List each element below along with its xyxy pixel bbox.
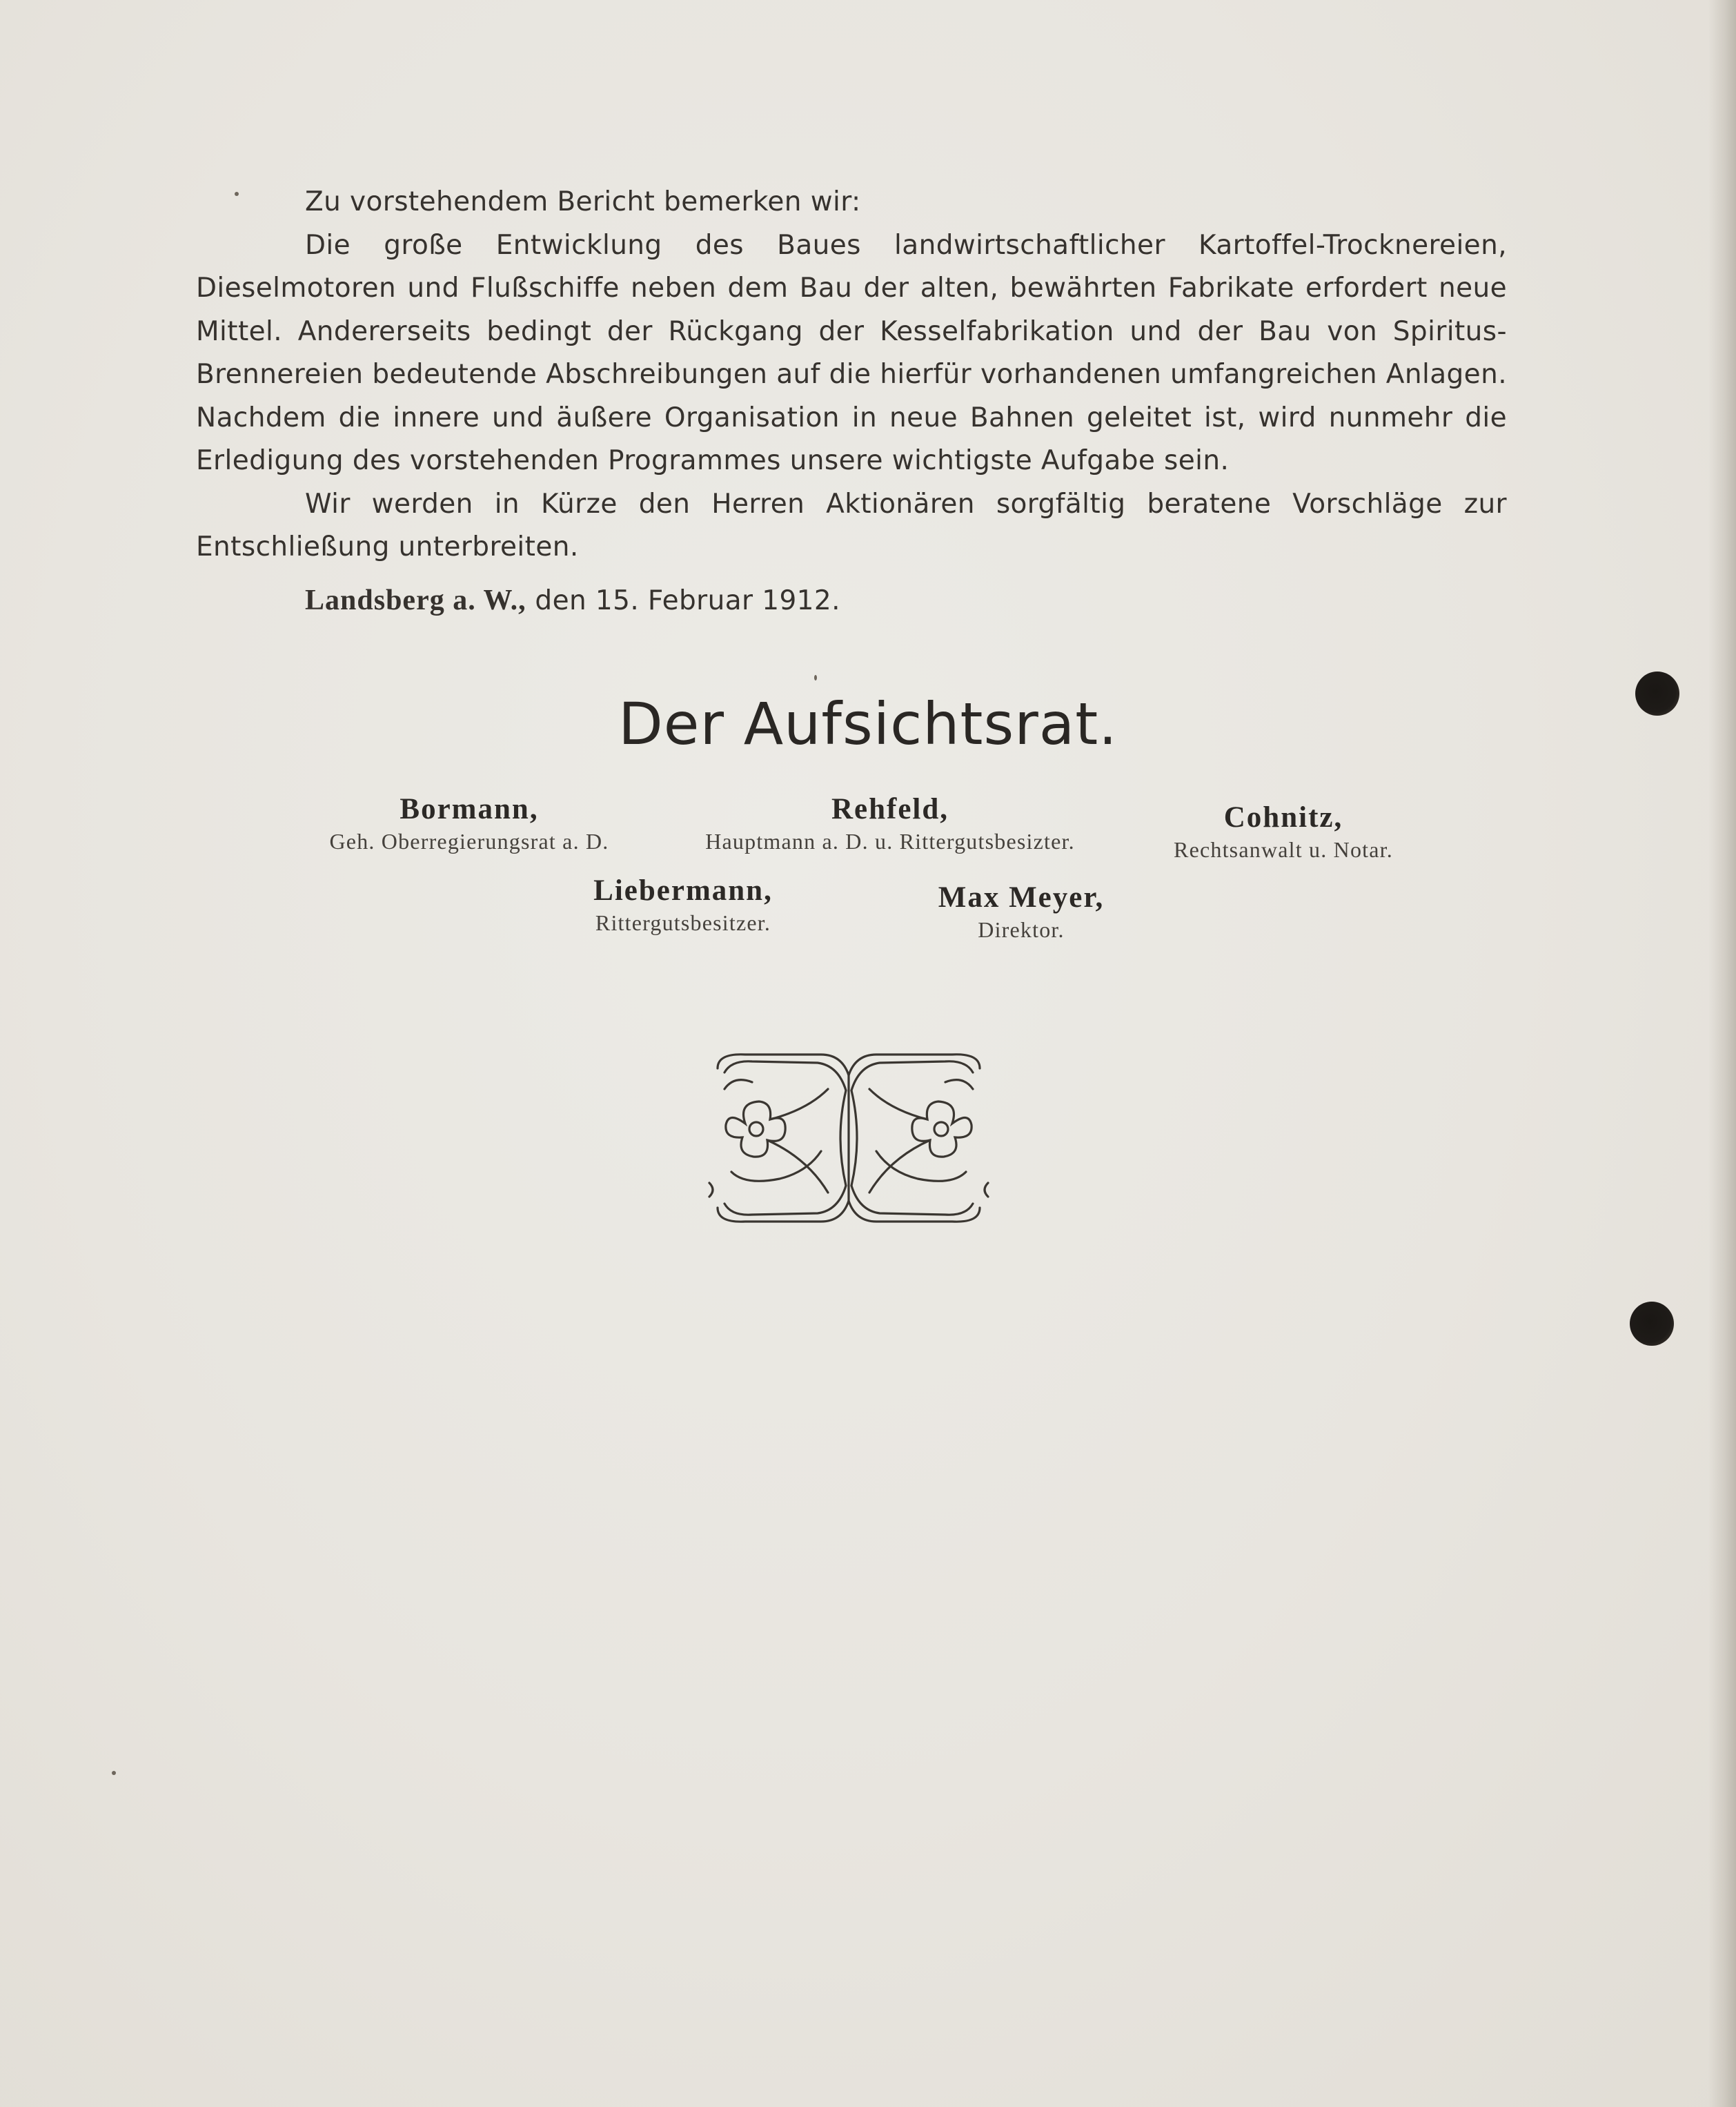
signatory-name: Cohnitz, — [1223, 801, 1343, 834]
signatory-cohnitz — [1125, 801, 1442, 863]
place: Landsberg a. W., — [305, 585, 526, 616]
signatory-name: Rehfeld, — [831, 793, 949, 825]
signatory-rehfeld — [662, 792, 1118, 854]
signatory-role: Rittergutsbesitzer. — [595, 910, 771, 935]
signatory-name: Max Meyer, — [938, 881, 1105, 914]
punch-hole — [1630, 1302, 1674, 1346]
paragraph-proposals: Wir werden in Kürze den Herren Aktionären sorgfältig beratene Vorschläge zur Entschließung unterbreiten. — [196, 488, 1507, 562]
art-nouveau-floral-ornament-icon — [704, 1048, 994, 1228]
signatory-name: Bormann, — [400, 793, 539, 825]
signatory-liebermann — [552, 874, 814, 936]
page-edge-shadow — [1708, 0, 1736, 2107]
paper-speck — [814, 675, 817, 680]
signatory-meyer — [897, 881, 1145, 943]
intro-line: Zu vorstehendem Bericht bemerken wir: — [305, 186, 861, 217]
signatory-role: Rechtsanwalt u. Notar. — [1174, 837, 1393, 862]
signatory-role: Direktor. — [978, 917, 1065, 942]
council-title: Der Aufsichtsrat. — [618, 690, 1118, 758]
paragraph-development: Die große Entwicklung des Baues landwirtschaftlicher Kartoffel-Trocknereien, Dieselmotoren und Flußschiffe neben dem Bau der alten, bewährten Fabrikate erfordert neue Mittel. Andererseits bedingt der Rückgang der Kesselfabrikation und der Bau von Spiritus-Brennereien bedeutende Abschreibungen auf die hierfür vorhandenen umfangreichen Anlagen. Nachdem die innere und äußere Organisation in neue Bahnen geleitet ist, wird nunmehr die Erledigung des vorstehenden Programmes unsere wichtigste Aufgabe sein. — [196, 229, 1507, 476]
paper-speck — [235, 192, 239, 196]
date: den 15. Februar 1912. — [535, 585, 840, 616]
signatory-name: Liebermann, — [593, 874, 773, 907]
paper-speck — [112, 1771, 116, 1775]
signatory-role: Geh. Oberregierungsrat a. D. — [329, 829, 609, 854]
punch-hole — [1635, 672, 1679, 716]
signatory-role: Hauptmann a. D. u. Rittergutsbesizter. — [705, 829, 1075, 854]
signatory-bormann — [290, 792, 649, 854]
report-body — [196, 181, 1507, 569]
place-date-line — [305, 584, 840, 617]
